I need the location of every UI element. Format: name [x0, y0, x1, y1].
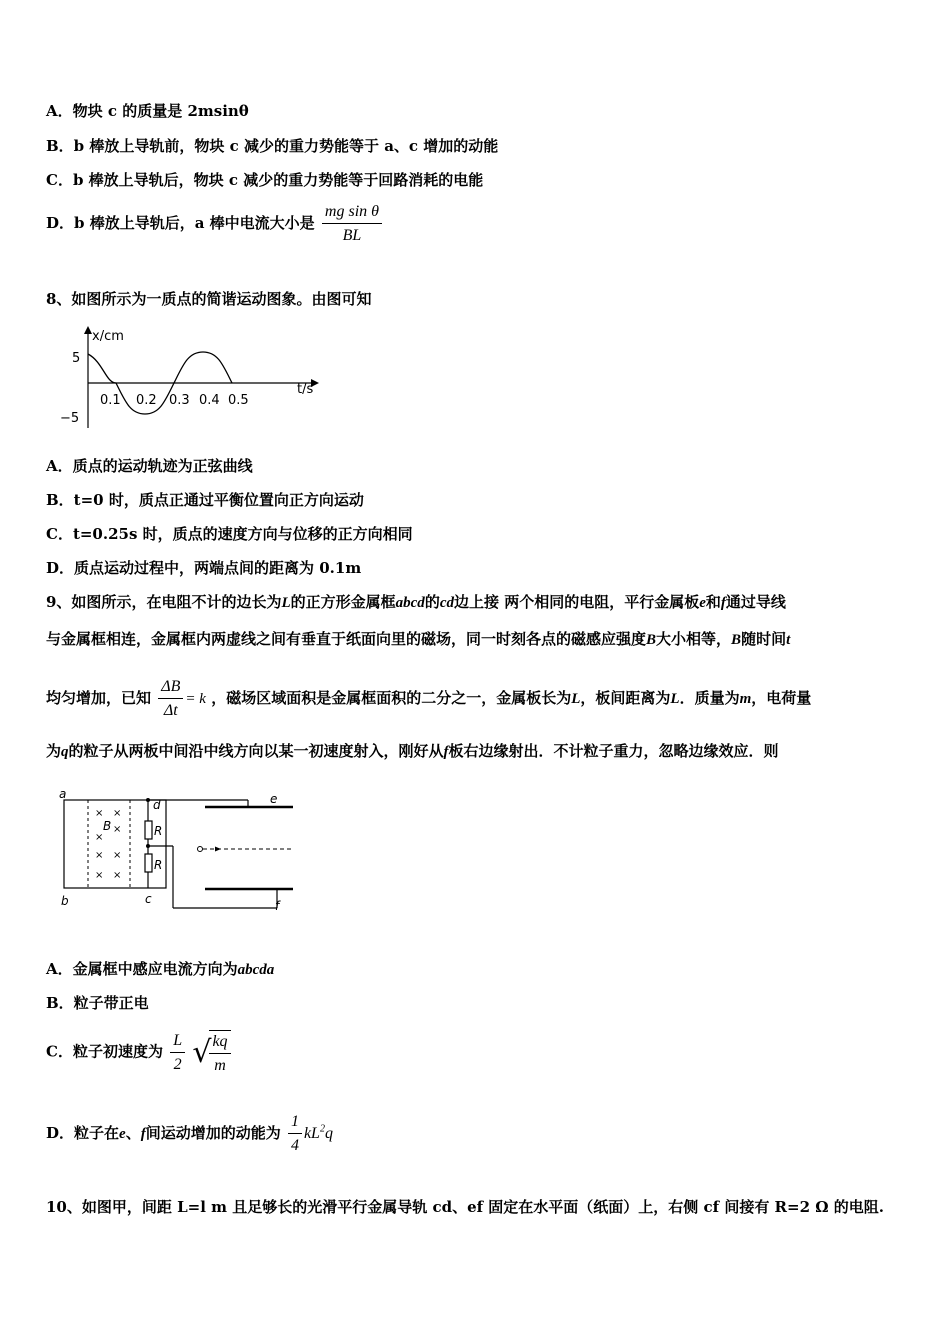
q9-var-f: f	[140, 1126, 146, 1142]
x-axis-label: t/s	[297, 382, 314, 397]
field-cross: ×	[113, 808, 122, 819]
y-axis-label: x/cm	[92, 329, 124, 344]
q9-var-e: e	[119, 1126, 126, 1142]
q9-option-c-label: C．粒子初速度为	[46, 1042, 163, 1061]
x-tick-0.4: 0.4	[199, 393, 220, 408]
q7-option-d-fraction	[322, 203, 382, 245]
field-cross: ×	[113, 850, 122, 861]
expr-exponent: 2	[319, 1123, 325, 1135]
field-cross: ×	[113, 824, 122, 835]
label-e: e	[270, 792, 278, 806]
velocity-arrow	[215, 847, 221, 852]
q7-option-a: A．物块 c 的质量是 2msinθ	[46, 102, 249, 120]
y-axis-arrow	[84, 326, 92, 334]
q7-option-b: B．b 棒放上导轨前，物块 c 减少的重力势能等于 a、c 增加的动能	[46, 137, 499, 155]
q9-text: ，板间距离为	[580, 689, 671, 707]
q9-var-f: f	[720, 595, 726, 611]
x-tick-0.2: 0.2	[136, 393, 157, 408]
q7-option-d-label: D．b 棒放上导轨后，a 棒中电流大小是	[46, 214, 315, 232]
label-a: a	[59, 788, 67, 801]
q9-text: 为	[46, 742, 62, 760]
q9-stem-line1	[46, 592, 786, 613]
q9-text: 通过导线	[725, 593, 786, 611]
q7-option-d	[46, 203, 384, 245]
y-tick-5: 5	[72, 351, 81, 366]
q9-text: 边上接 两个相同的电阻，平行金属板	[454, 593, 700, 611]
q9-option-b: B．粒子带正电	[46, 994, 149, 1012]
q9-stem-line3	[46, 678, 811, 720]
q7-option-c: C．b 棒放上导轨后，物块 c 减少的重力势能等于回路消耗的电能	[46, 171, 484, 189]
q9-text: D．粒子在	[46, 1124, 120, 1142]
label-b: b	[61, 894, 69, 908]
q9-text: 、	[125, 1124, 141, 1142]
q9-var-cd: cd	[439, 595, 454, 611]
q8-option-c: C．t=0.25s 时，质点的速度方向与位移的正方向相同	[46, 525, 413, 543]
q9-text: 的粒子从两板中间沿中线方向以某一初速度射入，刚好从	[68, 742, 444, 760]
q9-equals-k: = k	[185, 691, 206, 707]
q9-text: ，磁场区域面积是金属框面积的二分之一，金属板长为	[211, 689, 572, 707]
q8-option-d: D．质点运动过程中，两端点间的距离为 0.1m	[46, 559, 362, 577]
fraction-numerator: kq	[209, 1033, 230, 1054]
q9-option-a-label: A．金属框中感应电流方向为	[46, 960, 238, 978]
q9-text: 大小相等，	[656, 630, 732, 648]
q9-option-c-fraction	[170, 1032, 185, 1074]
q9-var-B: B	[731, 632, 742, 648]
field-cross: ×	[95, 808, 104, 819]
q9-var-e: e	[699, 595, 706, 611]
q8-option-a: A．质点的运动轨迹为正弦曲线	[46, 457, 253, 475]
q9-var-f: f	[443, 744, 449, 760]
q8-option-b: B．t=0 时，质点正通过平衡位置向正方向运动	[46, 491, 364, 509]
q9-circuit-diagram	[55, 788, 305, 918]
q9-text: 和	[705, 593, 721, 611]
radical-sign: √	[192, 1035, 212, 1070]
fraction-denominator: BL	[342, 227, 362, 244]
q10-stem: 10、如图甲，间距 L=l m 且足够长的光滑平行金属导轨 cd、ef 固定在水平面（纸面）上，右侧 cf 间接有 R=2 Ω 的电阻.	[46, 1198, 885, 1216]
field-cross: ×	[95, 832, 104, 843]
q9-var-L: L	[670, 691, 680, 707]
q9-var-abcd: abcd	[395, 595, 425, 611]
q9-text: ．质量为	[679, 689, 740, 707]
q9-var-B: B	[646, 632, 657, 648]
q9-option-c	[46, 1030, 233, 1075]
q9-option-a-value: abcda	[237, 962, 275, 978]
q9-text: 间运动增加的动能为	[145, 1124, 281, 1142]
label-f: f	[275, 899, 280, 913]
q9-text: 板右边缘射出．不计粒子重力，忽略边缘效应．则	[448, 742, 779, 760]
fraction-numerator: 1	[288, 1113, 302, 1134]
y-tick-neg5: −5	[60, 411, 80, 426]
q9-text: 9、如图所示，在电阻不计的边长为	[46, 593, 282, 611]
q9-stem-line2	[46, 629, 790, 650]
label-B: B	[103, 819, 112, 833]
field-cross: ×	[113, 870, 122, 881]
expr-q: q	[324, 1125, 333, 1142]
x-tick-0.5: 0.5	[228, 393, 249, 408]
resistor-2	[145, 854, 152, 872]
q8-stem: 8、如图所示为一质点的简谐运动图象。由图可知	[46, 290, 372, 308]
expr-kL: kL	[303, 1125, 320, 1142]
q9-text: 均匀增加，已知	[46, 689, 152, 707]
q9-option-c-radicand	[209, 1030, 230, 1075]
q9-text: 与金属框相连，金属框内两虚线之间有垂直于纸面向里的磁场，同一时刻各点的磁感应强度	[46, 630, 647, 648]
q9-option-a	[46, 959, 274, 980]
q9-option-d	[46, 1113, 333, 1155]
x-tick-0.1: 0.1	[100, 393, 121, 408]
q9-text: 的正方形金属框	[290, 593, 396, 611]
field-cross: ×	[95, 870, 104, 881]
q9-var-L: L	[281, 595, 291, 611]
q9-var-m: m	[739, 691, 752, 707]
q9-var-t: t	[786, 632, 791, 648]
q9-option-d-expression	[304, 1125, 333, 1142]
q8-oscillation-graph	[55, 322, 335, 432]
q9-dB-dt-fraction	[158, 678, 183, 720]
q9-var-q: q	[61, 744, 69, 760]
fraction-denominator: 4	[290, 1137, 299, 1154]
q9-text: 随时间	[741, 630, 787, 648]
q9-text: 的	[424, 593, 440, 611]
q9-text: ，电荷量	[751, 689, 812, 707]
label-c: c	[145, 892, 152, 906]
fraction-numerator: ΔB	[158, 678, 183, 699]
label-R1: R	[154, 824, 163, 838]
q9-var-L: L	[571, 691, 581, 707]
fraction-denominator: 2	[173, 1055, 182, 1073]
label-R2: R	[154, 858, 163, 872]
q9-option-d-fraction	[288, 1113, 302, 1155]
fraction-denominator: m	[214, 1057, 226, 1074]
resistor-1	[145, 821, 152, 839]
fraction-denominator: Δt	[163, 702, 178, 719]
field-cross: ×	[95, 850, 104, 861]
fraction-numerator: L	[170, 1032, 185, 1053]
q9-stem-line4	[46, 741, 779, 762]
particle	[198, 847, 203, 852]
label-d: d	[153, 798, 161, 812]
fraction-numerator: mg sin θ	[322, 203, 382, 224]
x-tick-0.3: 0.3	[169, 393, 190, 408]
